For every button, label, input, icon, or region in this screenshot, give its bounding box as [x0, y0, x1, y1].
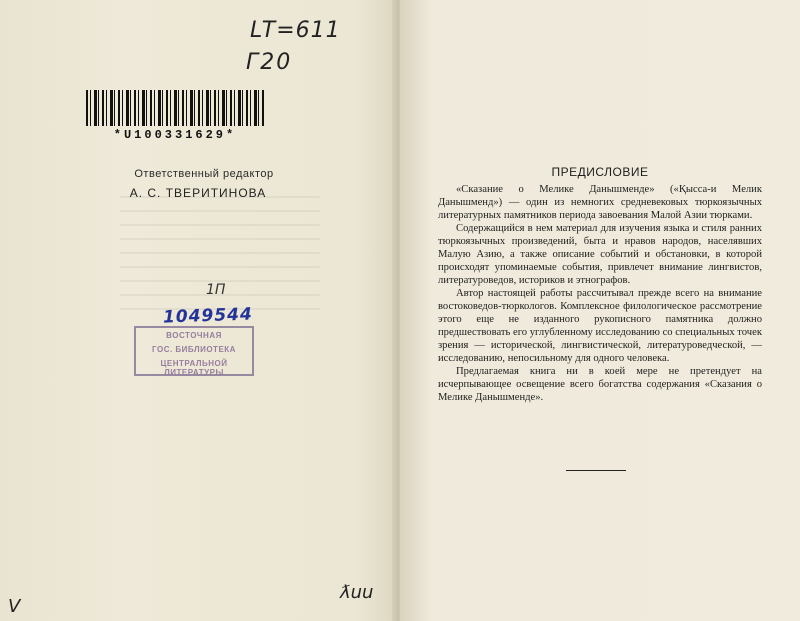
- corner-check-mark: V: [8, 596, 21, 617]
- preface-title: ПРЕДИСЛОВИЕ: [551, 165, 649, 179]
- stamp-line: ЦЕНТРАЛЬНОЙ ЛИТЕРАТУРЫ: [160, 359, 228, 377]
- handwritten-shelf-code: LT=611: [250, 18, 341, 43]
- handwritten-signature: ƛuu: [340, 582, 374, 603]
- left-page: [0, 0, 396, 621]
- barcode: [86, 90, 264, 126]
- end-rule: [566, 470, 626, 471]
- editor-role: Ответственный редактор: [134, 168, 274, 180]
- stamp-line: ГОС. БИБЛИОТЕКА: [152, 345, 236, 354]
- editor-name: А. С. ТВЕРИТИНОВА: [129, 186, 267, 200]
- preface-body: [438, 183, 762, 404]
- preface-paragraph: Предлагаемая книга ни в коей мере не претендует на исчерпывающее освещение всего богатства содержания «Сказания о Мелике Данышменде».: [438, 366, 762, 403]
- preface-paragraph: Содержащийся в нем материал для изучения языка и стиля ранних тюркоязычных произведений, быта и нравов народов, населявших Малую Азию, а также описание событий и обстановки, в которой происходят упоминаемые события, привлечет внимание лингвистов, литературоведов, историков и этнографов.: [438, 223, 762, 286]
- preface-paragraph: Автор настоящей работы рассчитывал прежде всего на внимание востоковедов-тюркологов. Комплексное филологическое рассмотрение этого еще не изданного рукописного памятника должно предшествовать его углубленному исследованию со специальных точек зрения — исторической, лингвистической, литературоведческой, — исследованию, непосильному для одного человека.: [438, 288, 762, 364]
- handwritten-mark: 1П: [206, 282, 226, 298]
- inventory-number: 1049544: [162, 304, 254, 328]
- handwritten-shelf-code-2: Г20: [246, 50, 293, 75]
- stamp-line: ВОСТОЧНАЯ: [166, 331, 222, 340]
- library-stamp: [134, 326, 254, 376]
- preface-paragraph: «Сказание о Мелике Данышменде» («Қысса-и Мелик Данышменд») — один из немногих средневековых тюркоязычных литературных памятников периода завоевания Малой Азии тюрками.: [438, 184, 762, 221]
- barcode-number: *U100331629*: [113, 128, 237, 142]
